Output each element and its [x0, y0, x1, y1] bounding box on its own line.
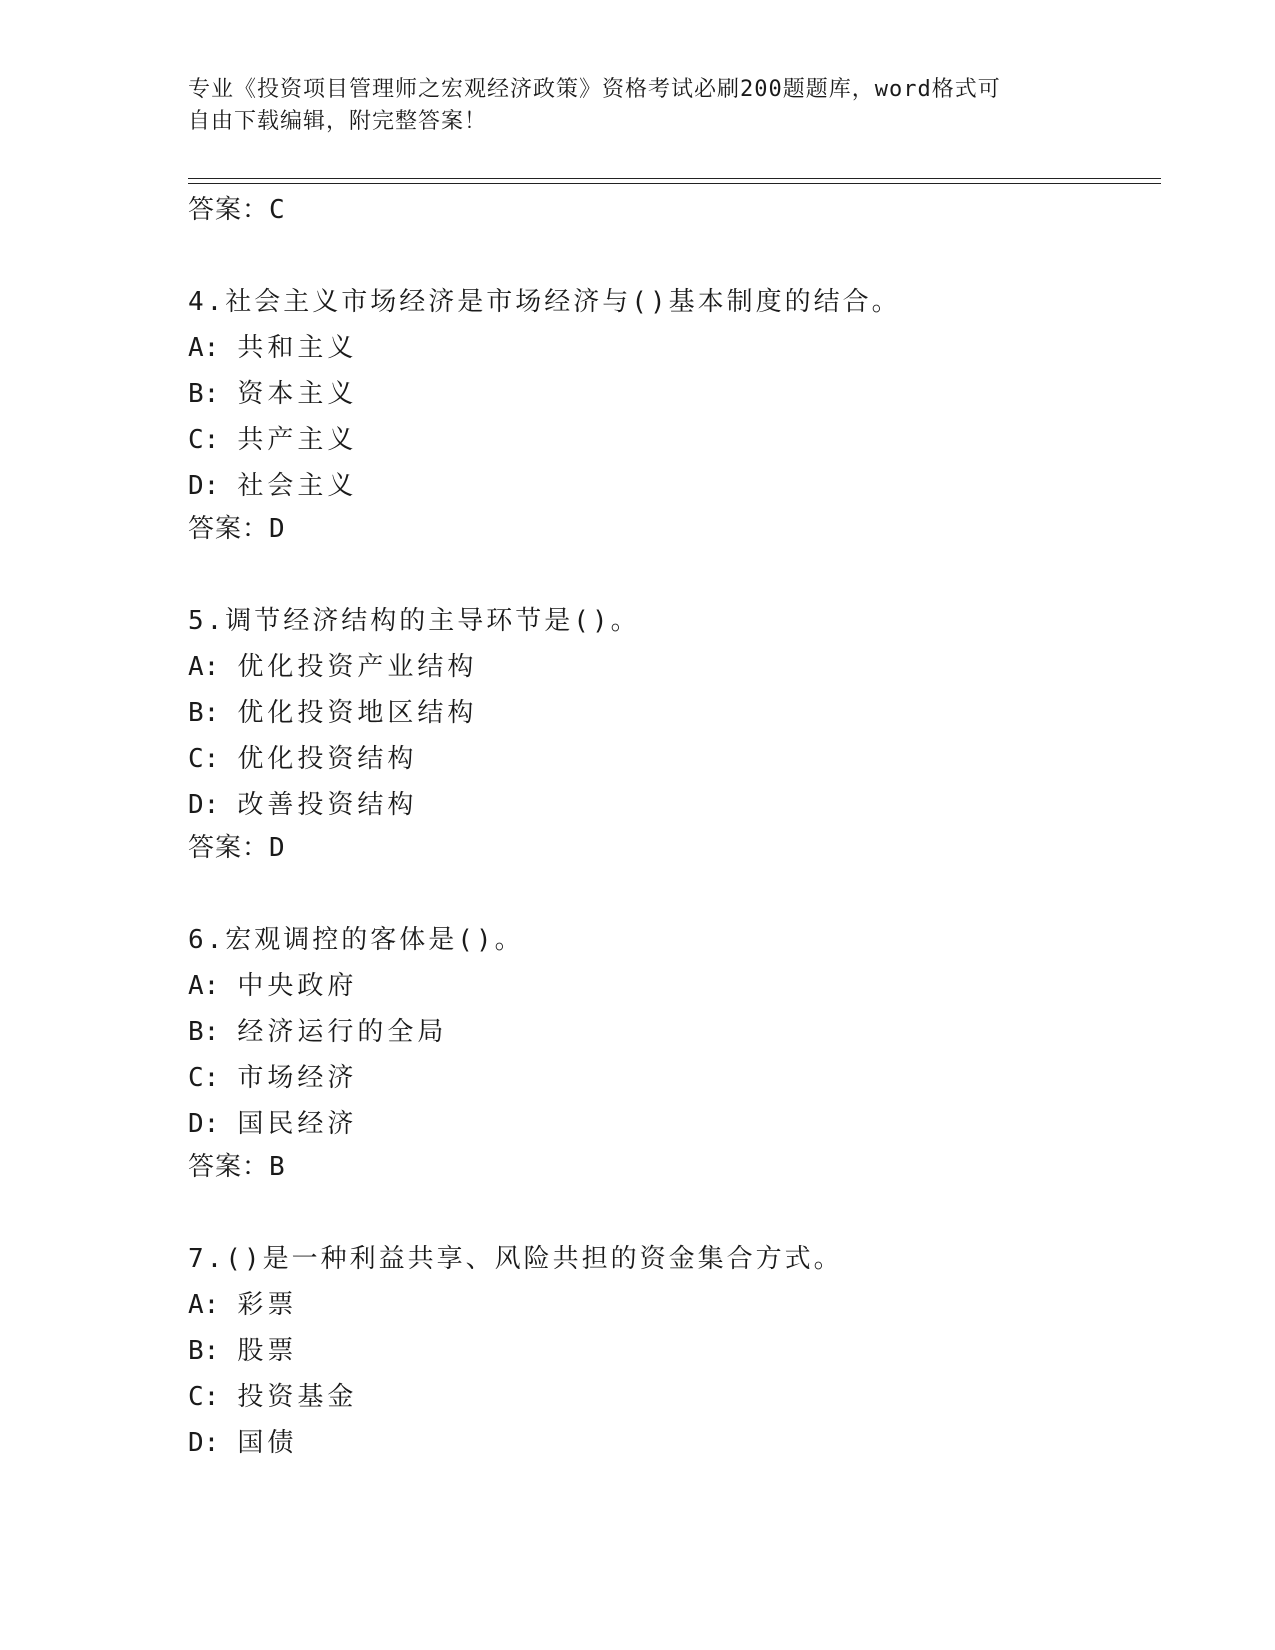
option-d: D: 改善投资结构: [188, 790, 418, 820]
question-block: [188, 920, 1161, 1187]
document-header: [188, 74, 1088, 138]
question-stem: 6.宏观调控的客体是()。: [188, 925, 524, 955]
question-list: [188, 190, 1161, 1466]
option-b: B: 资本主义: [188, 379, 358, 409]
option-c: C: 共产主义: [188, 425, 358, 455]
previous-answer: 答案：C: [188, 195, 286, 225]
option-a: A: 中央政府: [188, 971, 358, 1001]
header-divider-bottom: [188, 183, 1161, 184]
option-d: D: 社会主义: [188, 471, 358, 501]
question-block: [188, 1239, 1161, 1466]
question-stem: 7.()是一种利益共享、风险共担的资金集合方式。: [188, 1244, 843, 1274]
answer-line: 答案：B: [188, 1152, 286, 1182]
header-line-1: 专业《投资项目管理师之宏观经济政策》资格考试必刷200题题库，word格式可: [188, 77, 1001, 102]
option-b: B: 经济运行的全局: [188, 1017, 448, 1047]
option-a: A: 彩票: [188, 1290, 298, 1320]
answer-line: 答案：D: [188, 514, 286, 544]
option-b: B: 优化投资地区结构: [188, 698, 478, 728]
option-d: D: 国民经济: [188, 1109, 358, 1139]
header-divider-top: [188, 178, 1161, 179]
question-stem: 4.社会主义市场经济是市场经济与()基本制度的结合。: [188, 287, 901, 317]
option-a: A: 优化投资产业结构: [188, 652, 478, 682]
option-c: C: 优化投资结构: [188, 744, 418, 774]
option-c: C: 市场经济: [188, 1063, 358, 1093]
question-block: [188, 282, 1161, 549]
option-c: C: 投资基金: [188, 1382, 358, 1412]
option-d: D: 国债: [188, 1428, 298, 1458]
question-stem: 5.调节经济结构的主导环节是()。: [188, 606, 640, 636]
answer-line: 答案：D: [188, 833, 286, 863]
question-block: [188, 601, 1161, 868]
header-line-2: 自由下载编辑，附完整答案！: [188, 109, 488, 134]
option-b: B: 股票: [188, 1336, 298, 1366]
option-a: A: 共和主义: [188, 333, 358, 363]
